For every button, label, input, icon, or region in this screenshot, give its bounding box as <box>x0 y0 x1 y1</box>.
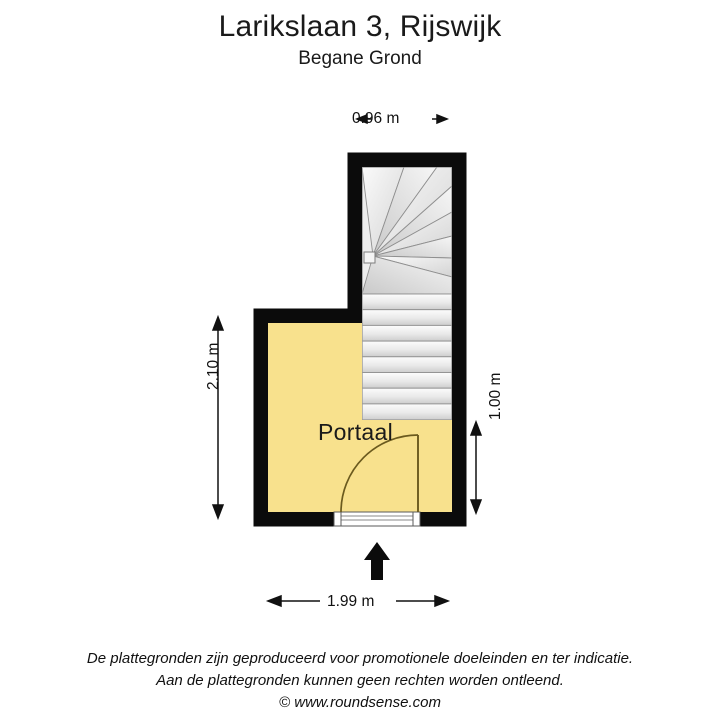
dimension-label-top: 0.96 m <box>352 110 400 127</box>
dimension-label-right: 1.00 m <box>487 372 504 420</box>
page-title: Larikslaan 3, Rijswijk <box>218 10 502 43</box>
footer-line-3: © www.roundsense.com <box>279 694 441 711</box>
winder-treads <box>362 167 452 294</box>
room-label-portaal: Portaal <box>318 419 393 445</box>
dimension-label-left: 2.10 m <box>205 342 222 390</box>
footer-disclaimer <box>0 648 720 714</box>
straight-treads <box>362 294 452 420</box>
dimension-right <box>471 422 481 513</box>
entrance-arrow <box>364 542 390 580</box>
footer-line-1: De plattegronden zijn geproduceerd voor promotionele doeleinden en ter indicatie. <box>86 650 634 667</box>
staircase <box>362 167 452 420</box>
page-subtitle: Begane Grond <box>298 48 422 69</box>
footer-line-2: Aan de plattegronden kunnen geen rechten worden ontleend. <box>156 672 564 689</box>
dimension-label-bottom: 1.99 m <box>327 593 375 610</box>
